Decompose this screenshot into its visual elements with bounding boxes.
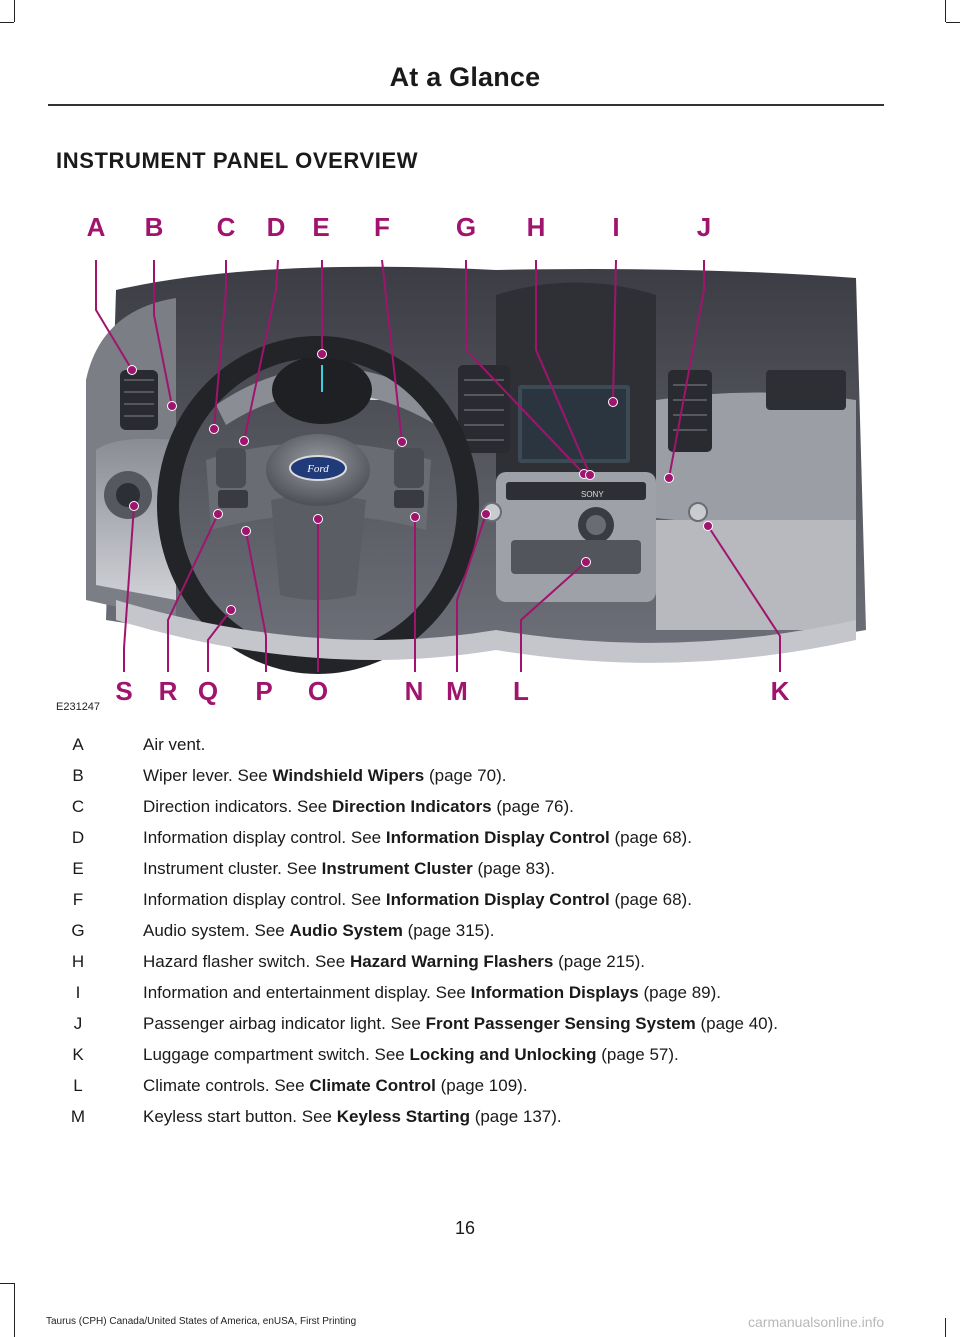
legend-reference-link[interactable]: Hazard Warning Flashers xyxy=(349,952,554,971)
legend-page-ref: (page 68). xyxy=(609,890,692,909)
legend-item xyxy=(56,1074,896,1097)
figure-id: E231247 xyxy=(56,701,101,713)
callout-label-f: F xyxy=(374,212,390,242)
legend-text xyxy=(100,981,896,1004)
legend-description: Luggage compartment switch. xyxy=(143,1045,375,1064)
instrument-panel-figure xyxy=(56,200,898,722)
legend-key: D xyxy=(71,828,85,847)
legend-see: See xyxy=(390,1014,426,1033)
legend-description: Information and entertainment display. xyxy=(143,983,436,1002)
callout-label-k: K xyxy=(770,676,790,706)
callout-dot xyxy=(586,471,595,480)
crop-mark xyxy=(0,22,14,23)
callout-label-d: D xyxy=(266,212,286,242)
legend-see: See xyxy=(274,1076,310,1095)
callout-dot xyxy=(227,606,236,615)
legend-description: Information display control. xyxy=(143,828,351,847)
callout-dot xyxy=(482,510,491,519)
callout-dot xyxy=(398,438,407,447)
callout-label-e: E xyxy=(312,212,330,242)
legend-see: See xyxy=(374,1045,410,1064)
section-title: INSTRUMENT PANEL OVERVIEW xyxy=(56,148,419,173)
legend-reference-link[interactable]: Information Displays xyxy=(470,983,639,1002)
crop-mark xyxy=(0,1283,14,1284)
legend-page-ref: (page 57). xyxy=(596,1045,679,1064)
callout-dot xyxy=(411,513,420,522)
legend-description: Passenger airbag indicator light. xyxy=(143,1014,391,1033)
legend-item xyxy=(56,826,896,849)
legend-page-ref: (page 40). xyxy=(695,1014,779,1033)
callout-label-b: B xyxy=(144,212,164,242)
legend-page-ref: (page 76). xyxy=(491,797,574,816)
crop-mark xyxy=(14,0,15,22)
legend-description: Audio system. xyxy=(143,921,255,940)
legend-reference-link[interactable]: Information Display Control xyxy=(385,890,610,909)
callout-dot xyxy=(130,502,139,511)
callout-label-h: H xyxy=(526,212,546,242)
footer-text: Taurus (CPH) Canada/United States of America, enUSA, First Printing xyxy=(46,1316,357,1327)
crop-mark xyxy=(14,1283,15,1337)
legend-see: See xyxy=(435,983,471,1002)
legend-key: A xyxy=(72,735,84,754)
callout-label-i: I xyxy=(612,212,620,242)
legend-text xyxy=(100,733,896,756)
callout-label-r: R xyxy=(158,676,178,706)
legend-page-ref: (page 68). xyxy=(609,828,692,847)
legend-description: Hazard flasher switch. xyxy=(143,952,315,971)
legend-reference-link[interactable]: Information Display Control xyxy=(385,828,610,847)
callout-label-l: L xyxy=(513,676,529,706)
legend-key: K xyxy=(72,1045,84,1064)
legend-see: See xyxy=(297,797,332,816)
legend-key: G xyxy=(71,921,85,940)
legend-item xyxy=(56,1105,896,1128)
callout-labels-top xyxy=(87,212,712,242)
legend-see: See xyxy=(301,1107,337,1126)
legend-text xyxy=(100,1074,896,1097)
callout-dot xyxy=(168,402,177,411)
legend-text xyxy=(100,1105,896,1128)
legend-item xyxy=(56,857,896,880)
callout-dot xyxy=(609,398,618,407)
callout-label-j: J xyxy=(696,212,712,242)
legend-key: H xyxy=(71,952,85,971)
callout-label-a: A xyxy=(86,212,106,242)
legend-description: Information display control. xyxy=(143,890,351,909)
legend-item xyxy=(56,981,896,1004)
callout-dot xyxy=(240,437,249,446)
legend-reference-link[interactable]: Keyless Starting xyxy=(336,1107,470,1126)
legend-description: Climate controls. xyxy=(143,1076,275,1095)
legend-text xyxy=(100,1012,896,1035)
legend-description: Direction indicators. xyxy=(143,797,298,816)
callout-dot xyxy=(242,527,251,536)
legend-text xyxy=(100,857,896,880)
callout-dot xyxy=(582,558,591,567)
legend-key: C xyxy=(71,797,85,816)
legend-key: F xyxy=(72,890,84,909)
legend-item xyxy=(56,888,896,911)
legend-page-ref: (page 137). xyxy=(469,1107,562,1126)
legend-key: E xyxy=(72,859,84,878)
legend-item xyxy=(56,764,896,787)
legend-item xyxy=(56,919,896,942)
callout-label-o: O xyxy=(307,676,329,706)
callout-dot xyxy=(210,425,219,434)
callout-label-p: P xyxy=(255,676,273,706)
callout-label-n: N xyxy=(404,676,424,706)
dashboard-illustration xyxy=(86,267,866,663)
legend-text xyxy=(100,919,896,942)
legend-see: See xyxy=(254,921,290,940)
header-rule xyxy=(48,104,884,106)
callout-label-q: Q xyxy=(197,676,219,706)
legend-item xyxy=(56,1012,896,1035)
callout-label-g: G xyxy=(455,212,477,242)
legend-key: L xyxy=(73,1076,83,1095)
legend-description: Instrument cluster. xyxy=(143,859,287,878)
callout-dot xyxy=(128,366,137,375)
legend-page-ref: (page 315). xyxy=(402,921,495,940)
legend-description: Wiper lever. xyxy=(143,766,238,785)
legend-key: J xyxy=(73,1014,83,1033)
callout-label-m: M xyxy=(446,676,468,706)
legend-item xyxy=(56,1043,896,1066)
legend-reference-link[interactable]: Front Passenger Sensing System xyxy=(425,1014,696,1033)
legend-reference-link[interactable]: Climate Control xyxy=(309,1076,436,1095)
callout-dot xyxy=(704,522,713,531)
crop-mark xyxy=(945,0,946,22)
crop-mark xyxy=(945,1318,946,1337)
page-header-title: At a Glance xyxy=(389,62,541,92)
legend-text xyxy=(100,795,896,818)
legend-page-ref: (page 89). xyxy=(638,983,721,1002)
radio-brand: SONY xyxy=(581,490,604,499)
legend-text xyxy=(100,826,896,849)
legend-page-ref: (page 215). xyxy=(553,952,646,971)
legend-text xyxy=(100,888,896,911)
ford-badge: Ford xyxy=(307,463,329,475)
legend-see: See xyxy=(286,859,322,878)
legend-page-ref: (page 109). xyxy=(435,1076,528,1095)
legend-text xyxy=(100,1043,896,1066)
legend-description: Air vent. xyxy=(143,735,206,754)
legend-description: Keyless start button. xyxy=(143,1107,302,1126)
watermark: carmanualsonline.info xyxy=(748,1314,885,1330)
legend-page-ref: (page 83). xyxy=(472,859,555,878)
legend-see: See xyxy=(314,952,350,971)
page-number: 16 xyxy=(454,1218,476,1238)
legend-see: See xyxy=(350,890,386,909)
legend-list xyxy=(56,733,896,1136)
legend-text xyxy=(100,950,896,973)
legend-text xyxy=(100,764,896,787)
legend-key: I xyxy=(75,983,81,1002)
legend-key: M xyxy=(70,1107,86,1126)
callout-labels-bottom xyxy=(115,676,789,706)
callout-dot xyxy=(318,350,327,359)
legend-item xyxy=(56,795,896,818)
callout-label-s: S xyxy=(115,676,133,706)
crop-mark xyxy=(946,22,960,23)
callout-dot xyxy=(314,515,323,524)
callout-label-c: C xyxy=(216,212,236,242)
legend-see: See xyxy=(237,766,273,785)
legend-reference-link[interactable]: Windshield Wipers xyxy=(272,766,425,785)
callout-dot xyxy=(665,474,674,483)
legend-reference-link[interactable]: Instrument Cluster xyxy=(321,859,473,878)
legend-item xyxy=(56,733,896,756)
legend-reference-link[interactable]: Locking and Unlocking xyxy=(409,1045,597,1064)
legend-key: B xyxy=(72,766,84,785)
legend-reference-link[interactable]: Audio System xyxy=(289,921,403,940)
legend-see: See xyxy=(350,828,386,847)
legend-page-ref: (page 70). xyxy=(424,766,507,785)
legend-reference-link[interactable]: Direction Indicators xyxy=(332,797,492,816)
callout-dot xyxy=(214,510,223,519)
legend-item xyxy=(56,950,896,973)
